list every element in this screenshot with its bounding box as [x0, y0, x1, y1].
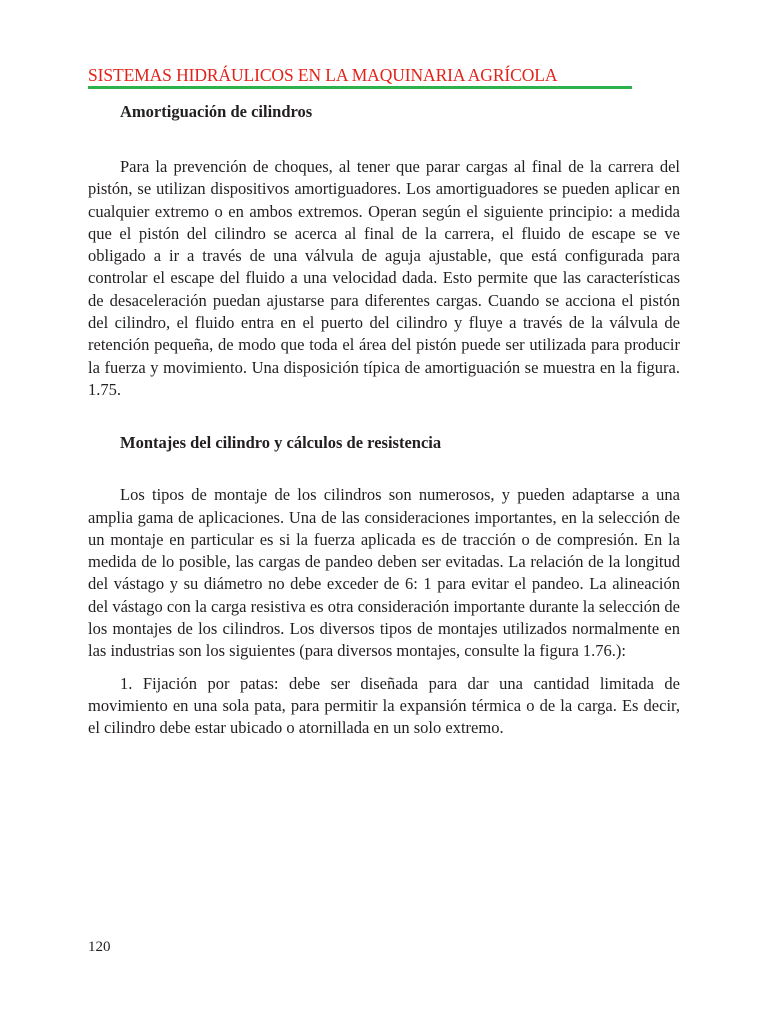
section-heading-amortiguacion: Amortiguación de cilindros: [120, 102, 313, 121]
header-rule: [88, 86, 632, 89]
paragraph-montajes-intro: Los tipos de montaje de los cilindros son numerosos, y pueden adaptarse a una amplia gama de aplicaciones. Una de las consideraciones importantes, en la selección de un montaje en particular es si la fuerza aplicada es de tracción o de compresión. En la medida de lo posible, las cargas de pandeo deben ser evitadas. La relación de la longitud del vástago y su diámetro no debe exceder de 6: 1 para evitar el pandeo. La alineación del vástago con la carga resistiva es otra consideración importante durante la selección de los montajes de los cilindros. Los diversos tipos de montajes utilizados normalmente en las industrias son los siguientes (para diversos montajes, consulte la figura 1.76.):: [88, 485, 680, 661]
paragraph-amortiguacion: Para la prevención de choques, al tener que parar cargas al final de la carrera del pistón, se utilizan dispositivos amortiguadores. Los amortiguadores se pueden aplicar en cualquier extremo o en ambos extremos. Operan según el siguiente principio: a medida que el pistón del cilindro se acerca al final de la carrera, el fluido de escape se ve obligado a ir a través de una válvula de aguja ajustable, que está configurada para controlar el escape del fluido a una velocidad dada. Esto permite que las características de desaceleración puedan ajustarse para diferentes cargas. Cuando se acciona el pistón del cilindro, el fluido entra en el puerto del cilindro y fluye a través de la válvula de retención pequeña, de modo que toda el área del pistón puede ser utilizada para producir la fuerza y movimiento. Una disposición típica de amortiguación se muestra en la figura. 1.75.: [88, 157, 680, 399]
section-heading-montajes: Montajes del cilindro y cálculos de resistencia: [120, 433, 442, 453]
page-number: 120: [88, 939, 111, 955]
paragraph-fijacion-por-patas: 1. Fijación por patas: debe ser diseñada para dar una cantidad limitada de movimiento en una sola pata, para permitir la expansión térmica o de la carga. Es decir, el cilindro debe estar ubicado o atornillada en un solo extremo.: [88, 673, 680, 738]
page-body: [88, 98, 680, 740]
running-header-title: SISTEMAS HIDRÁULICOS EN LA MAQUINARIA AGRÍCOLA: [88, 65, 558, 85]
